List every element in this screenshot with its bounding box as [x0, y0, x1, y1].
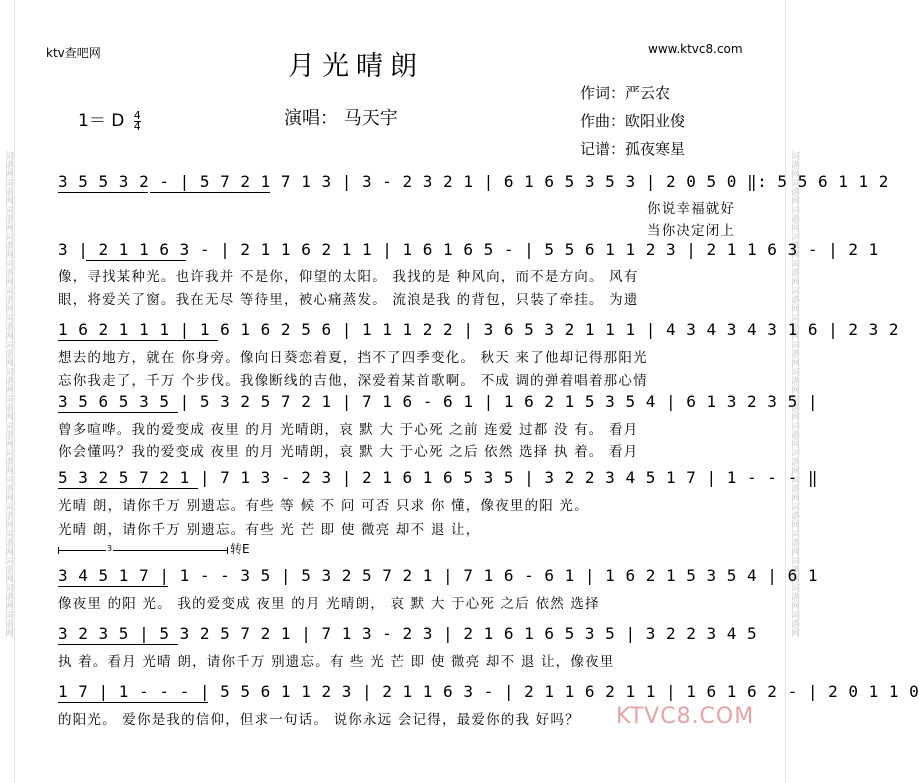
- lyric-row-1a: 你说幸福就好: [647, 201, 736, 217]
- repeat-jump-bracket: [58, 546, 228, 556]
- lyric-row-1b: 当你决定闭上: [647, 223, 736, 239]
- site-url[interactable]: www.ktvc8.com: [648, 42, 743, 56]
- beam-line: [58, 702, 208, 703]
- page-title: 月光晴朗: [288, 51, 424, 82]
- time-sig-bottom: 4: [133, 119, 141, 133]
- singer-credit: 演唱： 马天宇: [284, 108, 398, 129]
- beam-line: [150, 192, 270, 193]
- lyric-row-2a: 像，寻找某种光。也许我并 不是你，仰望的太阳。 我找的是 种风向，而不是方向。 风有: [58, 269, 639, 285]
- lyric-row-2b: 眼，将爱关了窗。我在无尽 等待里，被心痛蒸发。 流浪是我 的背包，只装了牵挂。 为遗: [58, 292, 639, 308]
- beam-line: [58, 340, 218, 341]
- key-label: 1＝ D: [78, 111, 125, 131]
- key-signature: [78, 106, 141, 132]
- beam-line: [58, 586, 168, 587]
- transpose-marker: 转E: [230, 542, 250, 556]
- lyric-row-3a: 想去的地方，就在 你身旁。像向日葵恋着夏，挡不了四季变化。 秋天 来了他却记得那阳光: [58, 350, 648, 366]
- jump-bracket-number: 3: [107, 544, 113, 553]
- notation-row-5: 5 3 2 5 7 2 1 | 7 1 3 - 2 3 | 2 1 6 1 6 5 3 5 | 3 2 2 3 4 5 1 7 | 1 - - - ‖: [58, 468, 818, 487]
- lyric-row-6a: 像夜里 的阳 光。 我的爱变成 夜里 的月 光晴朗， 哀 默 大 于心死 之后 依然 选择: [58, 596, 600, 612]
- beam-line: [58, 192, 148, 193]
- jump-bracket-line: [58, 550, 228, 551]
- notation-row-6: 3 4 5 1 7 | 1 - - 3 5 | 5 3 2 5 7 2 1 | 7 1 6 - 6 1 | 1 6 2 1 5 3 5 4 | 6 1: [58, 566, 818, 585]
- left-margin-strip: 词谱网词谱网词谱网词谱网词谱网词谱网词谱网词谱网词谱网词谱网词谱网词谱网词谱网词谱网词谱网词谱网词谱网词谱网: [0, 0, 15, 783]
- beam-line: [58, 488, 198, 489]
- beam-line: [86, 260, 186, 261]
- notation-row-1: 3 5 5 3 2 - | 5 7 2 1 7 1 3 | 3 - 2 3 2 1 | 6 1 6 5 3 5 3 | 2 0 5 0 ‖: 5 5 6 1 1 2: [58, 172, 889, 191]
- lyric-row-4a: 曾多喧哗。我的爱变成 夜里 的月 光晴朗，哀 默 大 于心死 之前 连爱 过都 没 有。 看月: [58, 422, 639, 438]
- site-watermark: KTVC8.COM: [616, 704, 755, 729]
- lyric-row-5a: 光晴 朗，请你千万 别遗忘。有些 等 候 不 问 可否 只求 你 懂，像夜里的阳 光。: [58, 498, 589, 514]
- notation-row-8: 1 7 | 1 - - - | 5 5 6 1 1 2 3 | 2 1 1 6 3 - | 2 1 1 6 2 1 1 | 1 6 1 6 2 - | 2 0 1 1 0: [58, 682, 919, 701]
- right-margin-strip: 词谱网词谱网词谱网词谱网词谱网词谱网词谱网词谱网词谱网词谱网词谱网词谱网词谱网词谱网词谱网词谱网词谱网词谱网: [785, 0, 800, 783]
- notation-row-4: 3 5 6 5 3 5 | 5 3 2 5 7 2 1 | 7 1 6 - 6 1 | 1 6 2 1 5 3 5 4 | 6 1 3 2 3 5 |: [58, 392, 818, 411]
- lyric-row-4b: 你会懂吗？我的爱变成 夜里 的月 光晴朗，哀 默 大 于心死 之后 依然 选择 执 着。 看月: [58, 444, 639, 460]
- lyric-row-8a: 的阳光。 爱你是我的信仰，但求一句话。 说你永远 会记得，最爱你的我 好吗？: [58, 712, 580, 728]
- notation-row-3: 1 6 2 1 1 1 | 1 6 1 6 2 5 6 | 1 1 1 2 2 | 3 6 5 3 2 1 1 1 | 4 3 4 3 4 3 1 6 | 2 3 2: [58, 320, 900, 339]
- lyric-row-7a: 执 着。看月 光晴 朗，请你千万 别遗忘。有 些 光 芒 即 使 微亮 却不 退 让，像夜里: [58, 654, 615, 670]
- time-signature: [133, 108, 141, 133]
- lyricist-credit: 作词：严云农: [580, 84, 671, 102]
- beam-line: [58, 412, 178, 413]
- notation-row-2: 3 | 2 1 1 6 3 - | 2 1 1 6 2 1 1 | 1 6 1 6 5 - | 5 5 6 1 1 2 3 | 2 1 1 6 3 - | 2 1: [58, 240, 879, 259]
- beam-line: [58, 644, 178, 645]
- composer-credit: 作曲：欧阳业俊: [580, 112, 686, 130]
- time-sig-top: 4: [133, 108, 141, 122]
- transcriber-credit: 记谱：孤夜寒星: [580, 140, 686, 158]
- notation-row-7: 3 2 3 5 | 5 3 2 5 7 2 1 | 7 1 3 - 2 3 | 2 1 6 1 6 5 3 5 | 3 2 2 3 4 5: [58, 624, 758, 643]
- lyric-row-3b: 忘你我走了，千万 个步伐。我像断线的吉他，深爱着某首歌啊。 不成 调的弹着唱着那心情: [58, 373, 648, 389]
- site-label-left: ktv查吧网: [46, 46, 101, 60]
- lyric-row-5b: 光晴 朗，请你千万 别遗忘。有些 光 芒 即 使 微亮 却不 退 让，: [58, 522, 481, 538]
